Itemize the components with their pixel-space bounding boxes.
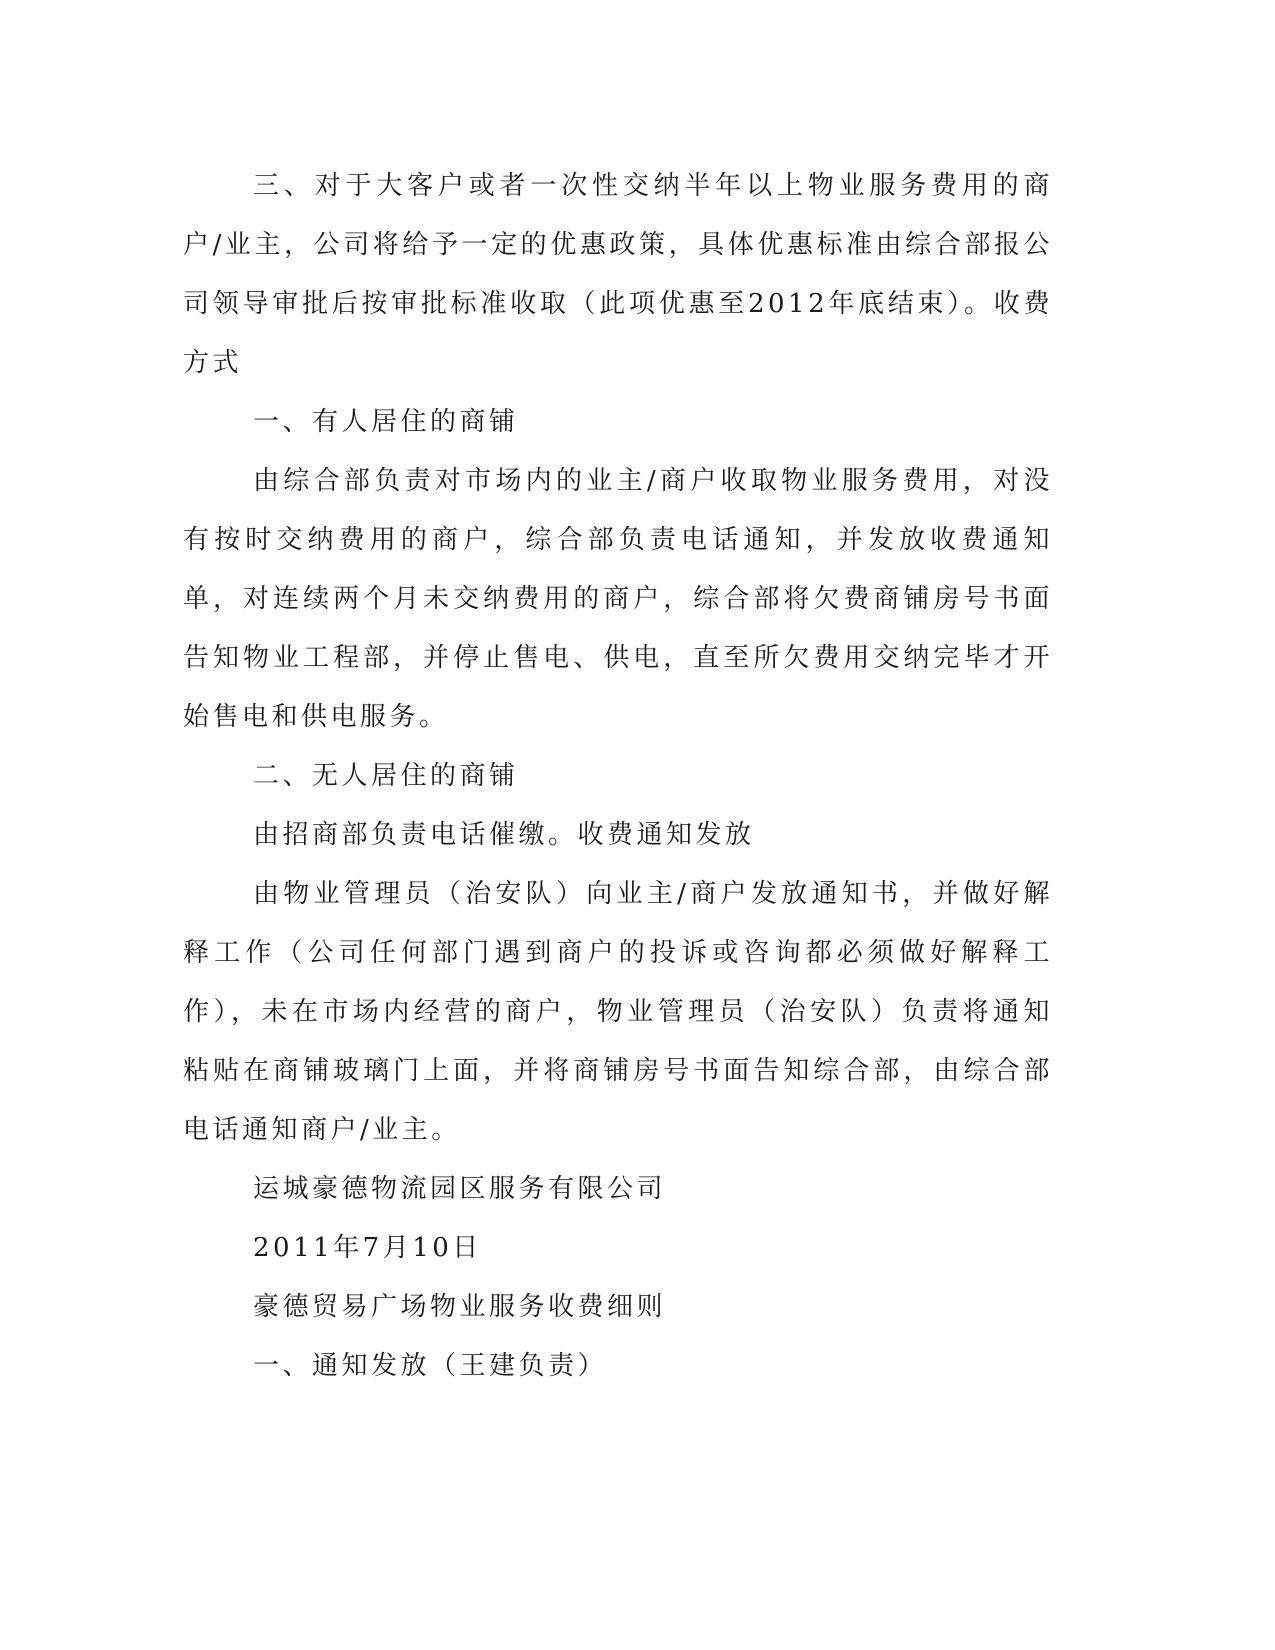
heading-occupied-shops: 一、有人居住的商铺: [253, 407, 519, 437]
section-title: 豪德贸易广场物业服务收费细则: [253, 1292, 667, 1322]
heading-notice-distribution: 一、通知发放（王建负责）: [253, 1351, 608, 1381]
document-body: [183, 157, 1053, 1396]
paragraph-occupied-shops: 由综合部负责对市场内的业主/商户收取物业服务费用，对没有按时交纳费用的商户，综合部负责电话通知，并发放收费通知单，对连续两个月未交纳费用的商户，综合部将欠费商铺房号书面告知物业工程部，并停止售电、供电，直至所欠费用交纳完毕才开始售电和供电服务。: [183, 466, 1053, 732]
company-name: 运城豪德物流园区服务有限公司: [253, 1174, 667, 1204]
paragraph-notice-distribution: 由物业管理员（治安队）向业主/商户发放通知书，并做好解释工作（公司任何部门遇到商户的投诉或咨询都必须做好解释工作），未在市场内经营的商户，物业管理员（治安队）负责将通知粘贴在商铺玻璃门上面，并将商铺房号书面告知综合部，由综合部电话通知商户/业主。: [183, 879, 1053, 1145]
heading-unoccupied-shops: 二、无人居住的商铺: [253, 761, 519, 791]
paragraph-discount-policy: 三、对于大客户或者一次性交纳半年以上物业服务费用的商户/业主，公司将给予一定的优惠政策，具体优惠标准由综合部报公司领导审批后按审批标准收取（此项优惠至2012年底结束）。收费方式: [183, 171, 1053, 378]
paragraph-unoccupied-shops: 由招商部负责电话催缴。收费通知发放: [253, 820, 755, 850]
document-date: 2011年7月10日: [253, 1233, 482, 1263]
